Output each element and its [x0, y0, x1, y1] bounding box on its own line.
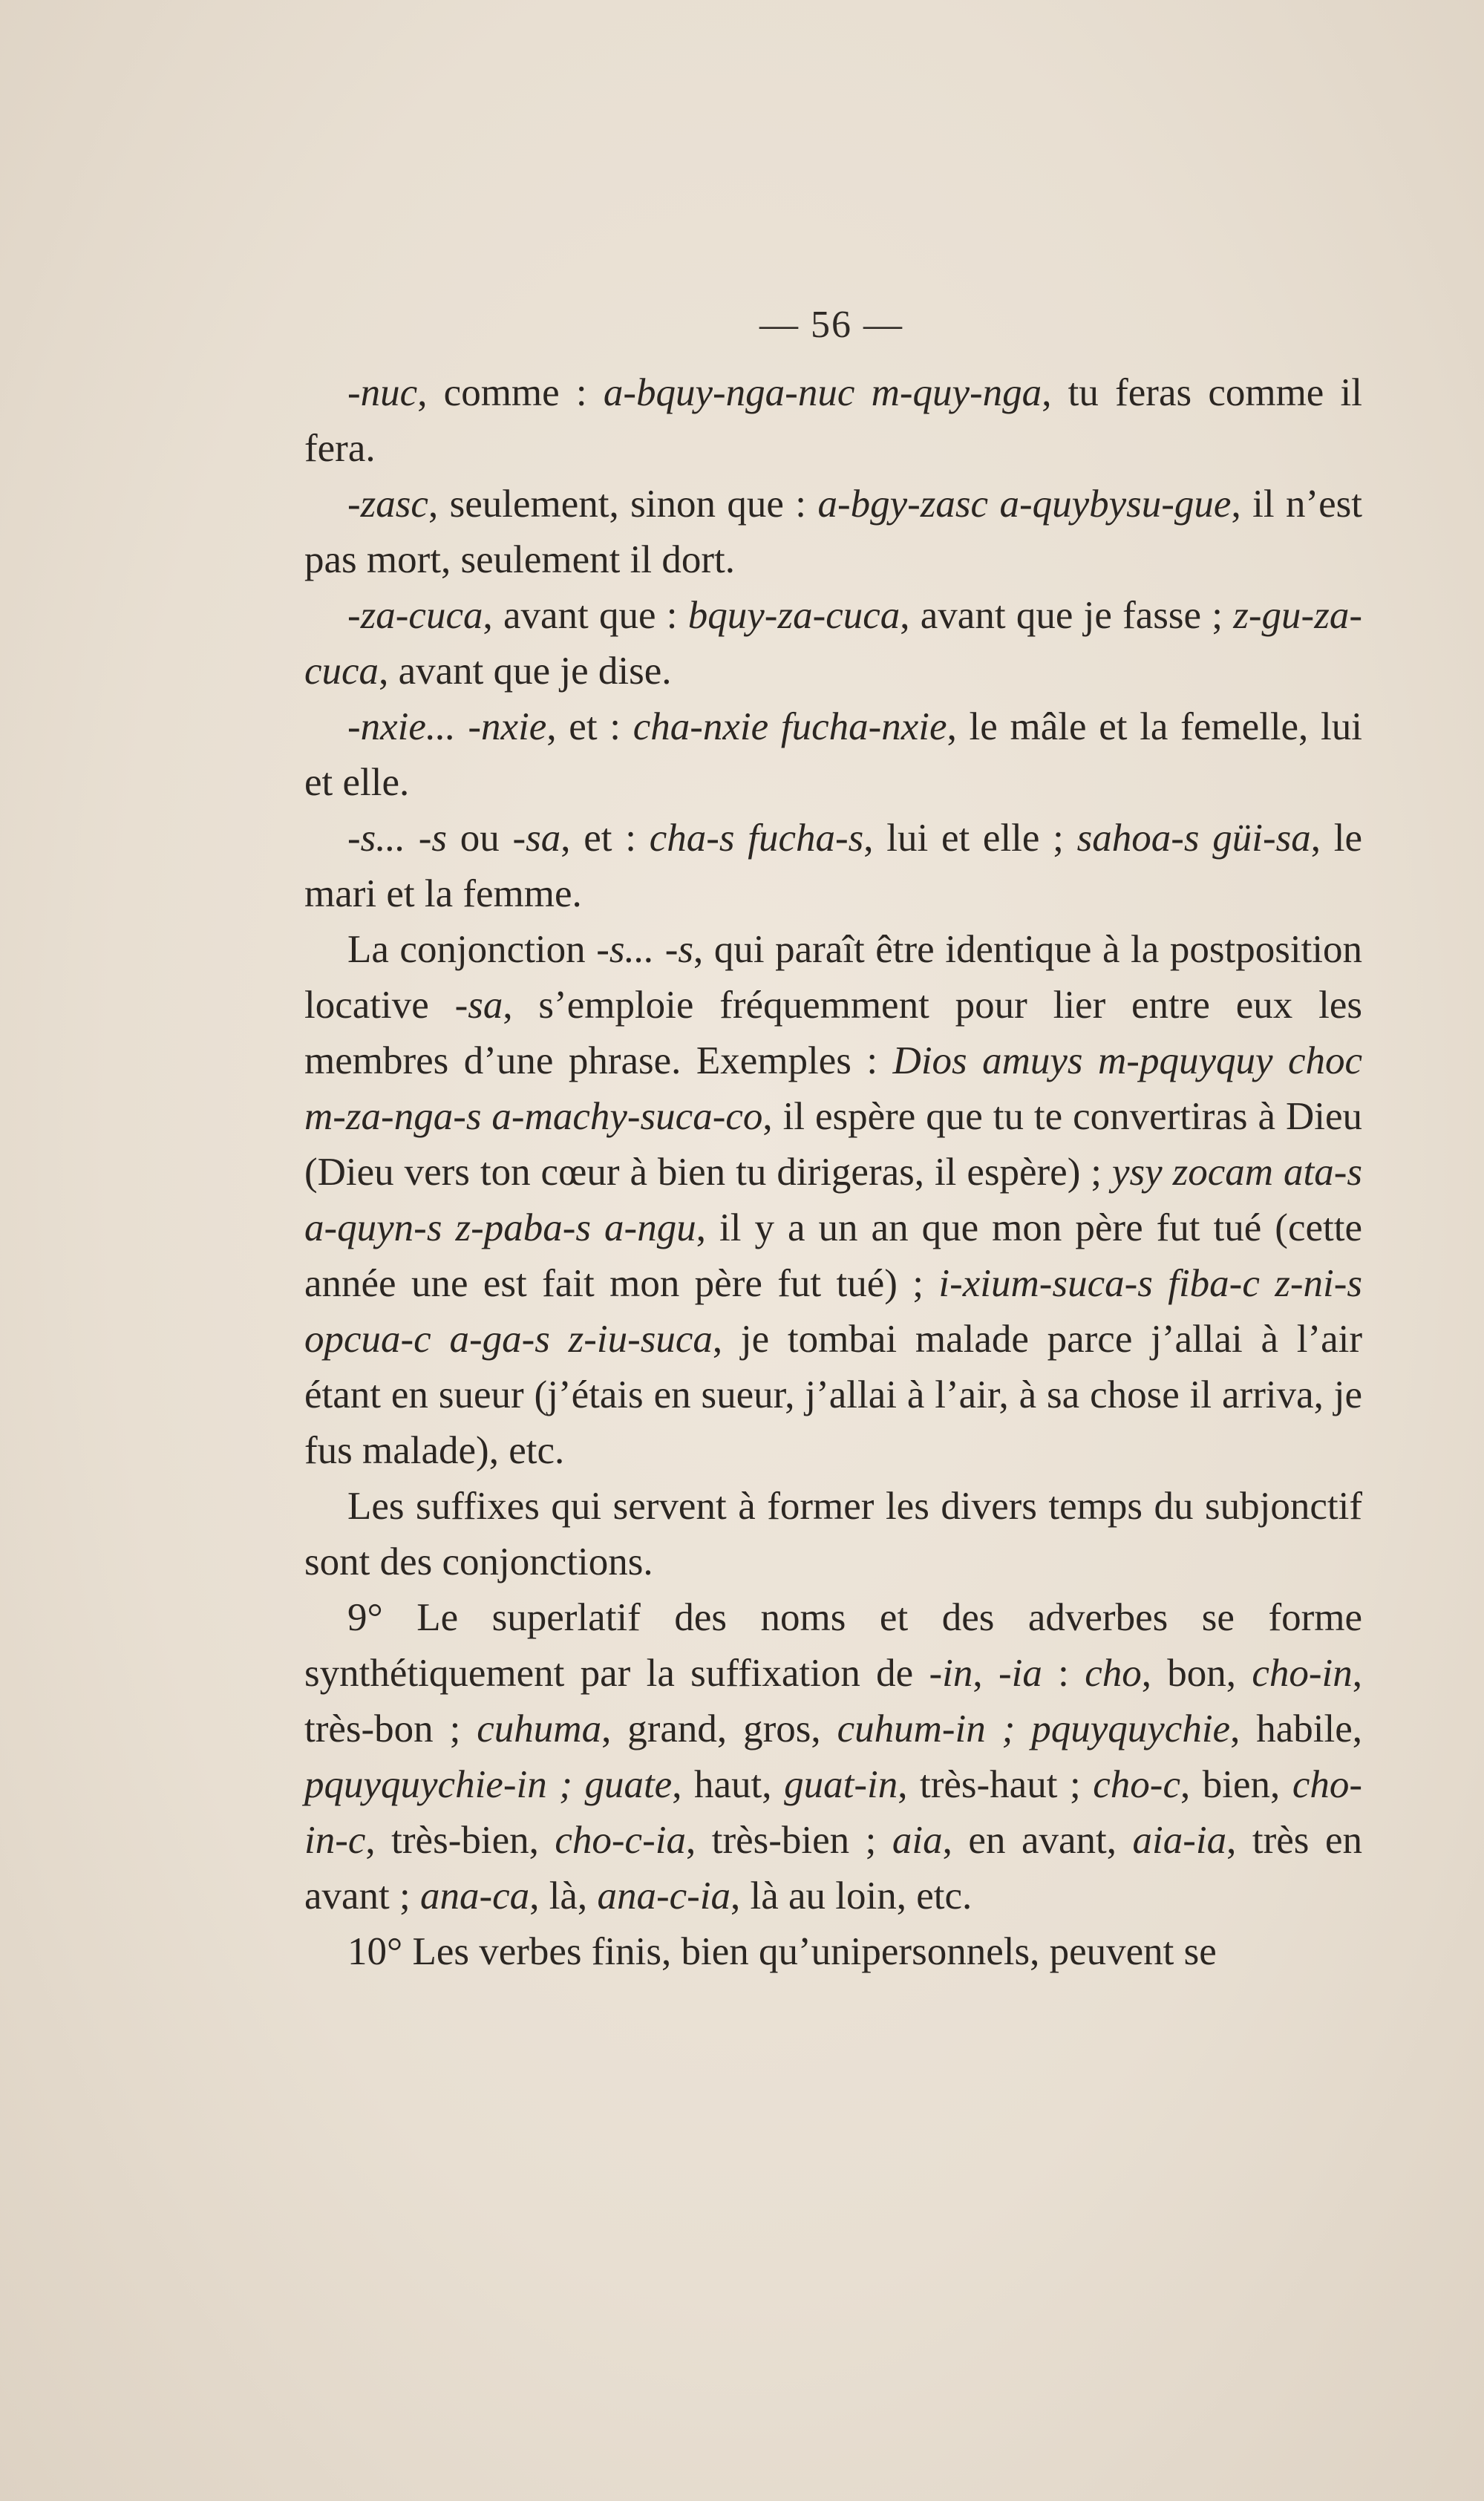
paragraph: [304, 365, 1362, 477]
text-run: 9° Le superlatif des noms et des adverbes se forme synthétiquement par la suffixation de: [304, 1596, 1362, 1695]
italic-term: pquyquychie-in ; guate: [304, 1763, 673, 1806]
text-run: , habile,: [1230, 1707, 1362, 1750]
italic-term: a-bgy-zasc a-quybysu-gue: [817, 483, 1232, 526]
italic-term: -zasc: [347, 483, 428, 526]
text-run: , et :: [560, 817, 650, 860]
paragraph: [304, 699, 1362, 811]
italic-term: ysy zocam ata-s a-quyn-s z-paba-s a-ngu: [304, 1151, 1362, 1249]
text-run: , comme :: [417, 371, 604, 414]
italic-term: ana-ca: [420, 1874, 530, 1918]
text-run: , je tombai malade parce j’allai à l’air étant en sueur (j’étais en sueur, j’allai à l’air, à sa chose il arriva, je fus malade), etc.: [304, 1318, 1362, 1472]
text-run: , il espère que tu te convertiras à Dieu (Dieu vers ton cœur à bien tu dirigeras, il espère) ;: [304, 1095, 1362, 1194]
text-run: , lui et elle ;: [863, 817, 1077, 860]
italic-term: ana-c-ia: [597, 1874, 730, 1918]
text-run: , qui paraît être identique à la postposition locative: [304, 928, 1362, 1027]
body-text: [304, 365, 1362, 1980]
text-run: , haut,: [672, 1763, 785, 1806]
text-run: ,: [973, 1652, 998, 1695]
text-run: , avant que je dise.: [379, 650, 672, 693]
text-run: , très-bien,: [365, 1819, 555, 1862]
text-run: , avant que je fasse ;: [900, 594, 1234, 637]
italic-term: z-gu-za-cuca: [304, 594, 1362, 693]
paragraph: [304, 811, 1362, 922]
text-run: , très-bien ;: [685, 1819, 892, 1862]
italic-term: cho-in: [1252, 1652, 1353, 1695]
text-run: , là au loin, etc.: [730, 1874, 973, 1918]
italic-term: cho: [1085, 1652, 1142, 1695]
text-run: Les suffixes qui servent à former les divers temps du subjonctif sont des conjonctions.: [304, 1485, 1362, 1583]
text-run: , il y a un an que mon père fut tué (cette année une est fait mon père fut tué) ;: [304, 1206, 1362, 1305]
text-run: , tu feras comme il fera.: [304, 371, 1362, 470]
italic-term: -s... -s: [347, 817, 448, 860]
paragraph: [304, 477, 1362, 588]
paragraph: [304, 1590, 1362, 1924]
text-run: , très en avant ;: [304, 1819, 1362, 1918]
text-run: , le mari et la femme.: [304, 817, 1362, 915]
italic-term: aia: [892, 1819, 943, 1862]
italic-term: bquy-za-cuca: [687, 594, 900, 637]
text-run: , seulement, sinon que :: [428, 483, 818, 526]
italic-term: guat-in: [784, 1763, 898, 1806]
italic-term: Dios amuys m-pquyquy choc m-za-nga-s a-machy-suca-co: [304, 1039, 1362, 1138]
paragraph: [304, 922, 1362, 1479]
text-run: , avant que :: [483, 594, 688, 637]
text-run: , en avant,: [942, 1819, 1133, 1862]
paragraph: [304, 588, 1362, 699]
italic-term: cha-nxie fucha-nxie: [633, 705, 947, 748]
italic-term: -sa: [512, 817, 561, 860]
italic-term: -s... -s: [596, 928, 694, 971]
italic-term: -nuc: [347, 371, 418, 414]
text-run: , grand, gros,: [601, 1707, 837, 1750]
italic-term: -in: [929, 1652, 973, 1695]
text-run: La conjonction: [347, 928, 597, 971]
text-run: :: [1042, 1652, 1085, 1695]
italic-term: -nxie... -nxie: [347, 705, 547, 748]
text-run: 10° Les verbes finis, bien qu’unipersonnels, peuvent se: [347, 1930, 1217, 1973]
italic-term: -ia: [998, 1652, 1042, 1695]
text-run: , très-bon ;: [304, 1652, 1363, 1750]
italic-term: sahoa-s güi-sa: [1076, 817, 1311, 860]
text-run: , s’emploie fréquemment pour lier entre eux les membres d’une phrase. Exemples :: [304, 984, 1363, 1082]
paragraph: [304, 1924, 1362, 1980]
italic-term: i-xium-suca-s fiba-c z-ni-s opcua-c a-ga-s z-iu-suca: [304, 1262, 1363, 1361]
italic-term: a-bquy-nga-nuc m-quy-nga: [603, 371, 1042, 414]
italic-term: cuhuma: [477, 1707, 602, 1750]
italic-term: cho-c: [1093, 1763, 1180, 1806]
text-run: , très-haut ;: [898, 1763, 1094, 1806]
italic-term: -za-cuca: [347, 594, 483, 637]
italic-term: cho-in-c: [304, 1763, 1363, 1862]
italic-term: cha-s fucha-s: [649, 817, 864, 860]
text-run: , il n’est pas mort, seulement il dort.: [304, 483, 1362, 581]
paragraph: [304, 1479, 1362, 1590]
text-run: ou: [447, 817, 513, 860]
text-run: , bon,: [1141, 1652, 1252, 1695]
italic-term: -sa: [454, 984, 503, 1027]
text-run: , le mâle et la femelle, lui et elle.: [304, 705, 1362, 804]
text-run: , bien,: [1180, 1763, 1292, 1806]
page-number: — 56 —: [759, 304, 903, 346]
text-run: , là,: [529, 1874, 598, 1918]
text-run: , et :: [546, 705, 633, 748]
italic-term: cho-c-ia: [555, 1819, 686, 1862]
italic-term: cuhum-in ; pquyquychie: [837, 1707, 1231, 1750]
italic-term: aia-ia: [1132, 1819, 1227, 1862]
